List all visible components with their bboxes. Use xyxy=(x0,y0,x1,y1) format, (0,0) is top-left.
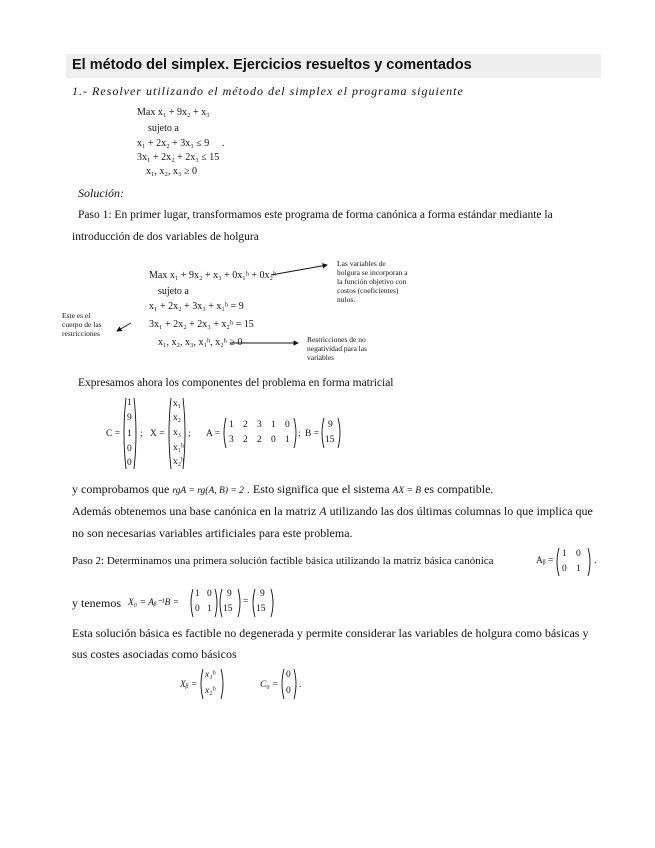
X0-B-entry: 15 xyxy=(223,604,233,614)
I-entry: 0 xyxy=(207,589,212,599)
objective-function: Max x₁ + 9x₂ + x₃ xyxy=(137,107,210,118)
note-cuerpo: Este es el cuerpo de las restricciones xyxy=(62,311,102,338)
solution-label: Solución: xyxy=(78,186,124,200)
constraint-1-period: . xyxy=(222,138,225,149)
C-label: C = xyxy=(106,429,121,439)
Ab-entry: 1 xyxy=(576,564,581,574)
rank-text-b: . Esto significa que el sistema xyxy=(246,482,390,496)
rank-text-a: y comprobamos que xyxy=(72,482,170,496)
standard-nonnegativity: x₁, x₂, x₃, x₁ʰ, x₂ʰ ≥ 0 xyxy=(158,337,243,348)
X0-I-row-2 xyxy=(195,604,212,614)
tenemos-label: y tenemos xyxy=(72,596,121,610)
Ab-row-2 xyxy=(562,564,581,574)
base-text-a: Además obtenemos una base canónica en la matriz xyxy=(72,504,317,518)
base-text-b: utilizando las dos últimas columnas lo que implica que xyxy=(329,504,593,518)
X-entry: x₃ xyxy=(173,428,182,438)
A-label: A = xyxy=(206,429,221,439)
standard-constraint-1: x₁ + 2x₂ + 3x₃ + x₁ʰ = 9 xyxy=(149,301,244,312)
A-entry: 2 xyxy=(257,435,262,445)
matricial-intro: Expresamos ahora los componentes del problema en forma matricial xyxy=(78,377,394,389)
A-row-1 xyxy=(229,420,295,430)
A-entry: 1 xyxy=(229,420,234,430)
C0-entry: 0 xyxy=(286,686,291,696)
A-entry: 3 xyxy=(229,435,234,445)
separator: ; xyxy=(298,429,301,439)
paso1-line1: Paso 1: En primer lugar, transformamos este programa de forma canónica a forma estándar mediante la xyxy=(78,209,553,221)
X-entry: x₂ʰ xyxy=(173,457,185,467)
B-entry: 9 xyxy=(328,420,333,430)
X0-result-entry: 15 xyxy=(256,604,266,614)
nonnegativity: x₁, x₂, x₃ ≥ 0 xyxy=(146,166,197,177)
X0-result-entry: 9 xyxy=(260,589,265,599)
A-entry: 3 xyxy=(257,420,262,430)
constraint-1: x₁ + 2x₂ + 3x₃ ≤ 9 xyxy=(137,138,210,149)
base-line-1 xyxy=(72,504,593,519)
rank-expression: rgA = rg(A, B) = 2 xyxy=(172,486,244,496)
period: . xyxy=(594,556,597,566)
matrix-A-ref: A xyxy=(319,504,327,518)
feasible-line-2: sus costes asociadas como básicos xyxy=(72,647,237,661)
C-entry: 0 xyxy=(127,444,132,454)
separator: ; xyxy=(188,429,191,439)
X-entry: x₂ xyxy=(173,413,182,423)
Xb-label: Xᵦ = xyxy=(180,680,198,690)
C-entry: 9 xyxy=(127,413,132,423)
X-entry: x₁ʰ xyxy=(173,443,185,453)
Xb-entry: x₁ʰ xyxy=(205,670,216,680)
C-entry: 1 xyxy=(127,398,132,408)
A-entry: 1 xyxy=(271,420,276,430)
rank-line xyxy=(72,482,493,499)
X0-expression: X₀ = Aᵦ⁻¹B = xyxy=(128,598,180,608)
X-entry: x₁ xyxy=(173,399,182,409)
Ab-row-1 xyxy=(562,549,581,559)
C-entry: 0 xyxy=(127,458,132,468)
standard-objective: Max x₁ + 9x₂ + x₃ + 0x₁ʰ + 0x₂ʰ xyxy=(149,270,277,281)
Ab-entry: 0 xyxy=(576,549,581,559)
A-entry: 2 xyxy=(243,420,248,430)
X-label: X = xyxy=(150,429,165,439)
C-entry: 1 xyxy=(127,429,132,439)
separator: ; xyxy=(140,429,143,439)
paso2-text: Paso 2: Determinamos una primera solución factible básica utilizando la matriz básica canónica xyxy=(72,555,494,567)
system-expression: AX = B xyxy=(392,486,422,496)
problem-heading: 1.- Resolver utilizando el método del simplex el programa siguiente xyxy=(72,84,464,98)
arrow-cuerpo xyxy=(117,323,131,331)
A-row-2 xyxy=(229,435,295,445)
C0-label: C₀ = xyxy=(260,680,279,690)
note-restricciones: Restricciones de no negatividad para las variables xyxy=(307,335,367,362)
rank-text-c: es compatible. xyxy=(424,482,494,496)
B-entry: 15 xyxy=(325,435,335,445)
standard-subject-to: sujeto a xyxy=(158,286,189,297)
feasible-line-1: Esta solución básica es factible no degenerada y permite considerar las variables de holgura como básicas y xyxy=(72,626,589,640)
X0-I-row-1 xyxy=(195,589,212,599)
subject-to: sujeto a xyxy=(148,123,179,134)
A-entry: 0 xyxy=(285,420,290,430)
page-title: El método del simplex. Ejercicios resueltos y comentados xyxy=(72,57,472,73)
X0-B-entry: 9 xyxy=(227,589,232,599)
equals: = xyxy=(243,597,249,607)
paso1-line2: introducción de dos variables de holgura xyxy=(72,231,259,243)
I-entry: 1 xyxy=(207,604,212,614)
A-entry: 0 xyxy=(271,435,276,445)
I-entry: 0 xyxy=(195,604,200,614)
Ab-label: Aᵦ = xyxy=(536,556,554,566)
A-entry: 2 xyxy=(243,435,248,445)
constraint-2: 3x₁ + 2x₂ + 2x₃ ≤ 15 xyxy=(137,152,220,163)
A-entry: 1 xyxy=(285,435,290,445)
note-holgura: Las variables de holgura se incorporan a la función objetivo con costos (coeficientes) nulos. xyxy=(337,259,408,304)
Xb-entry: x₂ʰ xyxy=(205,686,216,696)
I-entry: 1 xyxy=(195,589,200,599)
standard-constraint-2: 3x₁ + 2x₂ + 2x₃ + x₂ʰ = 15 xyxy=(149,319,254,330)
base-line-2: no son necesarias variables artificiales para este problema. xyxy=(72,526,353,540)
B-label: B = xyxy=(305,429,320,439)
Ab-entry: 0 xyxy=(562,564,567,574)
period: . xyxy=(299,680,302,690)
C0-entry: 0 xyxy=(286,670,291,680)
Ab-entry: 1 xyxy=(562,549,567,559)
arrow-holgura xyxy=(271,265,327,275)
